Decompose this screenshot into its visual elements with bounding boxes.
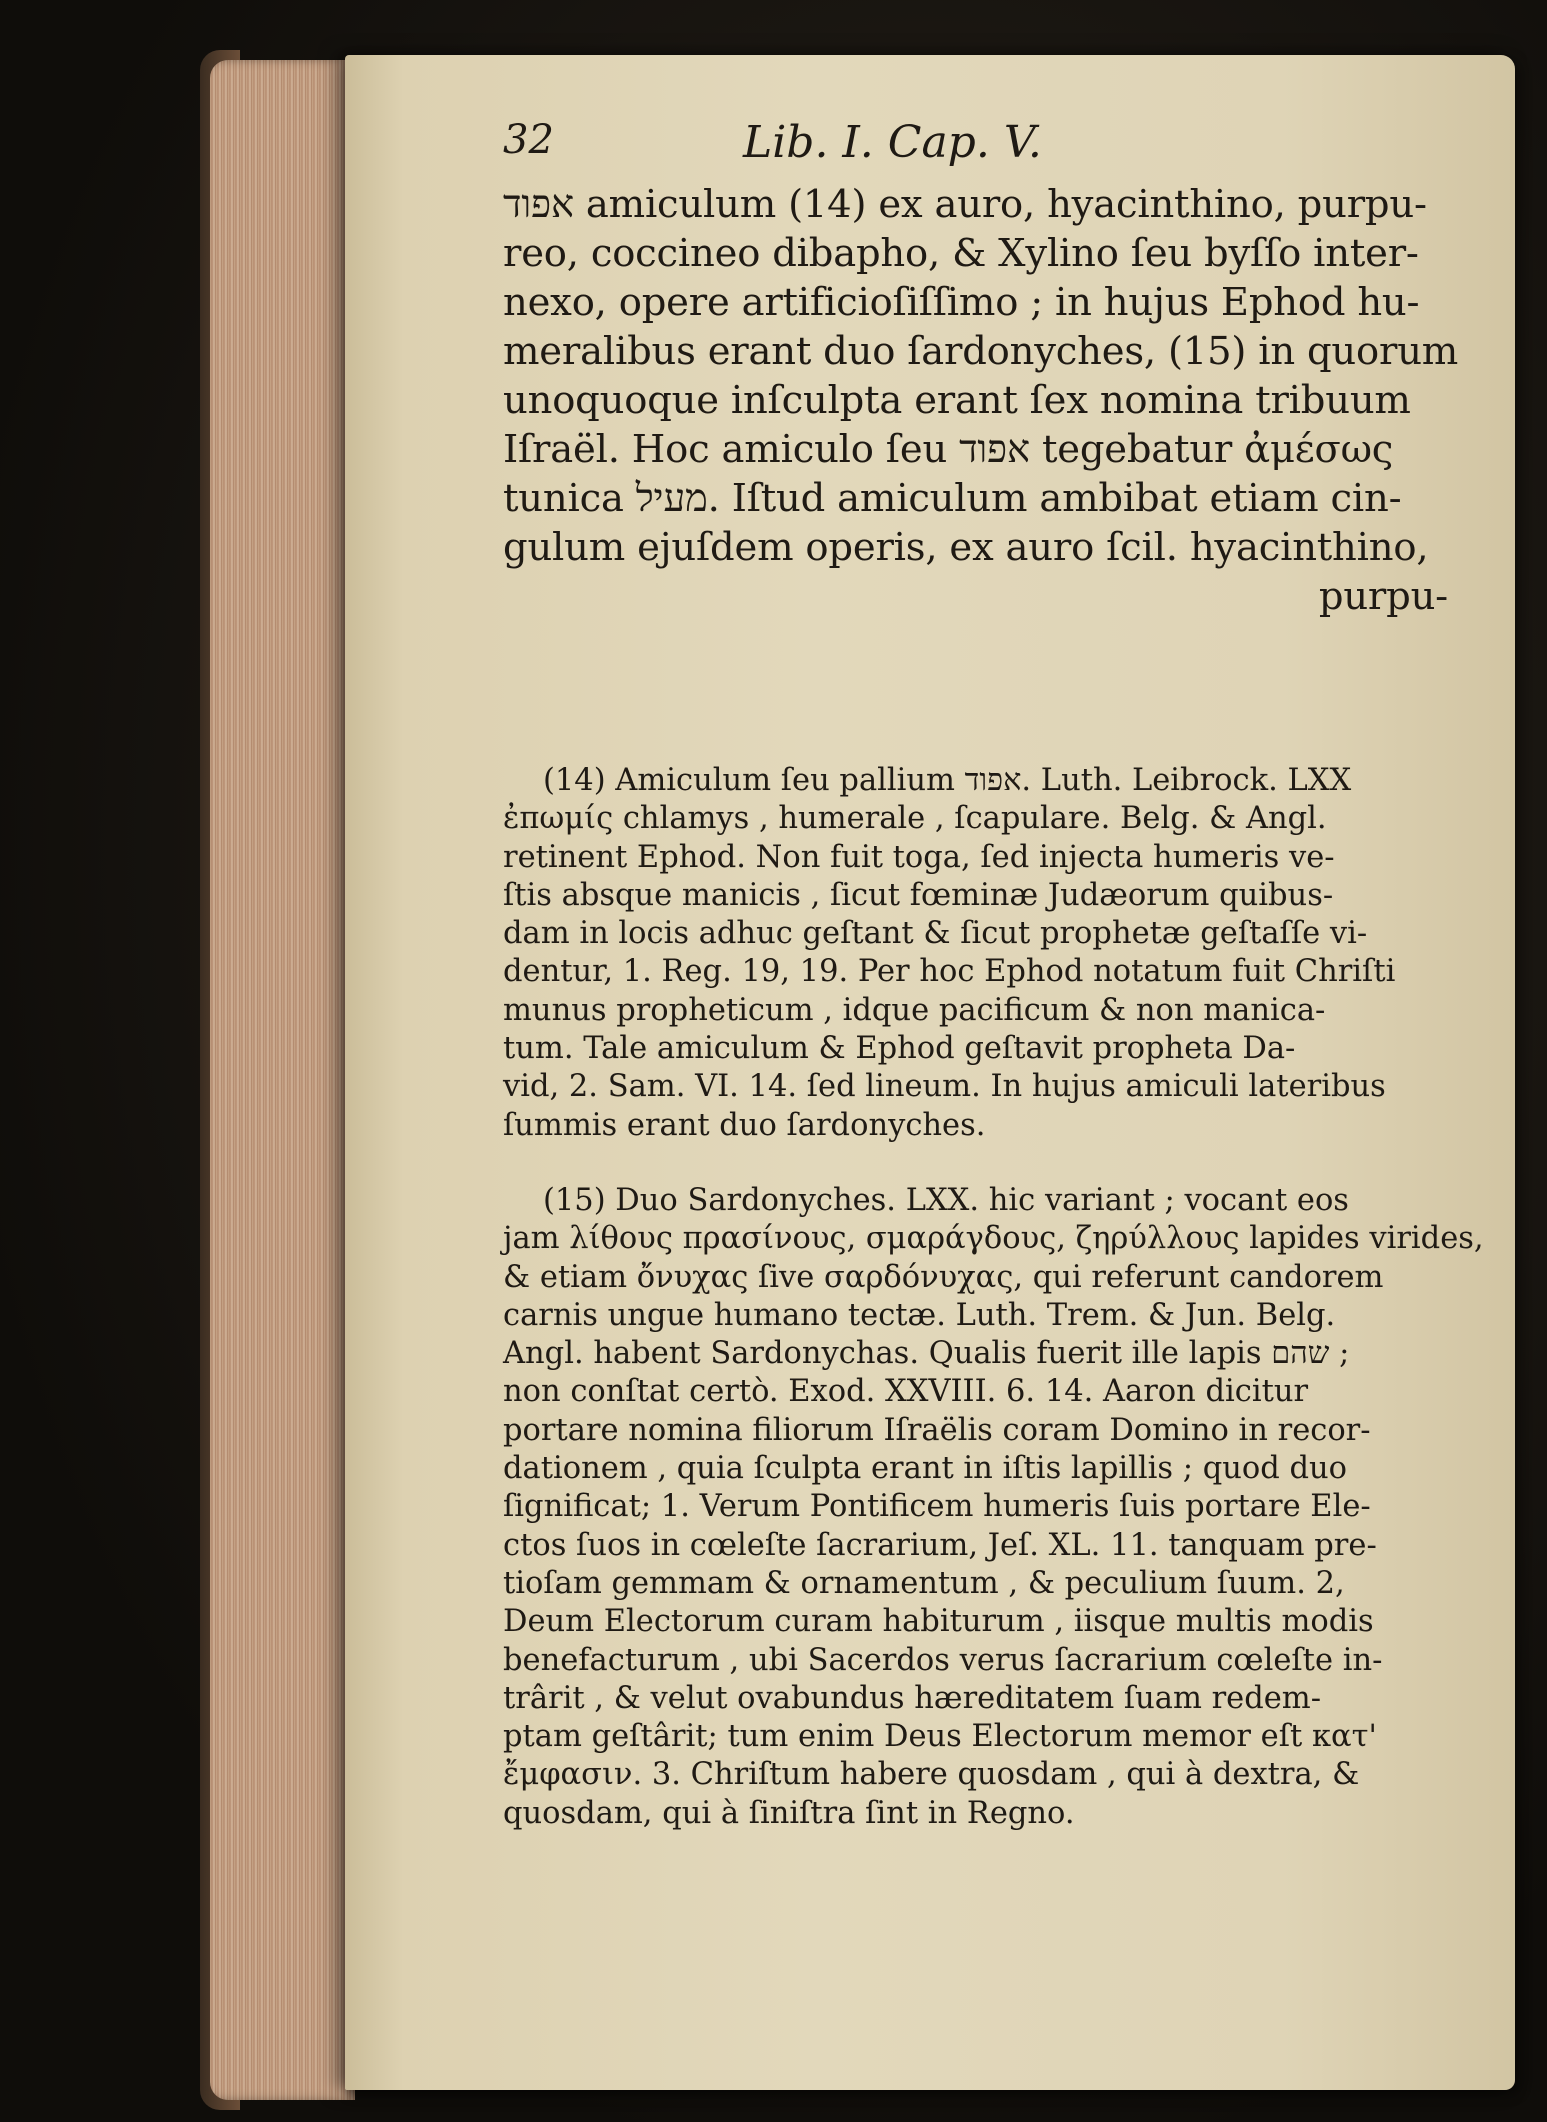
footnote-line: & etiam ὄνυχας ſive σαρδόνυχας, qui referunt candorem (503, 1259, 1384, 1295)
footnote-line: ſignificat; 1. Verum Pontificem humeris ſuis portare Ele- (503, 1489, 1371, 1525)
footnote-line: vid, 2. Sam. VI. 14. ſed lineum. In hujus amiculi lateribus (503, 1069, 1386, 1105)
footnote-line: benefacturum , ubi Sacerdos verus ſacrarium cœleſte in- (503, 1642, 1383, 1678)
main-line: meralibus erant duo ſardonyches, (15) in quorum (503, 329, 1459, 374)
catchword: purpu- (1318, 574, 1448, 619)
footnote-line: retinent Ephod. Non fuit toga, ſed injecta humeris ve- (503, 839, 1335, 875)
footnote-line: portare nomina filiorum Iſraëlis coram Domino in recor- (503, 1412, 1371, 1448)
footnote-15 (503, 1182, 1484, 1833)
main-line: אפוד amiculum (14) ex auro, hyacinthino, purpu- (503, 182, 1427, 227)
footnote-line: tum. Tale amiculum & Ephod geſtavit propheta Da- (503, 1031, 1296, 1067)
footnote-line: tioſam gemmam & ornamentum , & peculium ſuum. 2, (503, 1565, 1345, 1601)
footnote-line: ctos ſuos in cœleſte ſacrarium, Jeſ. XL. 11. tanquam pre- (503, 1527, 1377, 1563)
footnote-line: dentur, 1. Reg. 19, 19. Per hoc Ephod notatum fuit Chriſti (503, 954, 1396, 990)
main-line: reo, coccineo dibapho, & Xylino ſeu byſſo inter- (503, 231, 1419, 276)
footnote-line: Angl. habent Sardonychas. Qualis fuerit ille lapis שהם ; (503, 1336, 1350, 1372)
footnote-line: ptam geſtârit; tum enim Deus Electorum memor eſt κατ' (503, 1719, 1377, 1755)
footnote-line: quosdam, qui à ſiniſtra ſint in Regno. (503, 1795, 1075, 1831)
page-header (503, 117, 1403, 187)
footnote-line: jam λίθους πρασίνους, σμαράγδους, ζηρύλλους lapides virides, (503, 1221, 1484, 1257)
footnote-line: carnis ungue humano tectæ. Luth. Trem. & Jun. Belg. (503, 1297, 1336, 1333)
footnote-line: ſtis absque manicis , ſicut fœminæ Judæorum quibus- (503, 877, 1334, 913)
main-line: tunica מעיל. Iſtud amiculum ambibat etiam cin- (503, 476, 1402, 521)
running-head: Lib. I. Cap. V. (743, 117, 1042, 168)
footnote-line: dationem , quia ſculpta erant in iſtis lapillis ; quod duo (503, 1451, 1347, 1487)
main-text (503, 180, 1459, 621)
book-page-edges (210, 60, 355, 2100)
main-line: unoquoque inſculpta erant ſex nomina tribuum (503, 378, 1411, 423)
footnote-line: (14) Amiculum ſeu pallium אפוד. Luth. Leibrock. LXX (543, 763, 1352, 798)
book-page (345, 55, 1515, 2090)
footnote-line: ἐπωμίς chlamys , humerale , ſcapulare. Belg. & Angl. (503, 801, 1327, 837)
footnote-line: non conſtat certò. Exod. XXVIII. 6. 14. Aaron dicitur (503, 1374, 1309, 1410)
footnote-line: dam in locis adhuc geſtant & ſicut prophetæ geſtaſſe vi- (503, 916, 1368, 952)
footnote-line: Deum Electorum curam habiturum , iisque multis modis (503, 1604, 1374, 1640)
footnote-14 (503, 762, 1448, 1145)
footnote-line: munus propheticum , idque pacificum & non manica- (503, 992, 1326, 1028)
main-line: gulum ejuſdem operis, ex auro ſcil. hyacinthino, (503, 525, 1429, 570)
footnote-line: ἔμφασιν. 3. Chriſtum habere quosdam , qui à dextra, & (503, 1757, 1360, 1793)
footnote-line: (15) Duo Sardonyches. LXX. hic variant ; vocant eos (543, 1183, 1349, 1218)
footnote-line: ſummis erant duo ſardonyches. (503, 1107, 986, 1143)
footnote-line: trârit , & velut ovabundus hæreditatem ſuam redem- (503, 1680, 1322, 1716)
page-number: 32 (503, 117, 554, 163)
main-line: Iſraël. Hoc amiculo ſeu אפוד tegebatur ἀμέσως (503, 427, 1394, 472)
main-line: nexo, opere artificioſiſſimo ; in hujus Ephod hu- (503, 280, 1420, 325)
